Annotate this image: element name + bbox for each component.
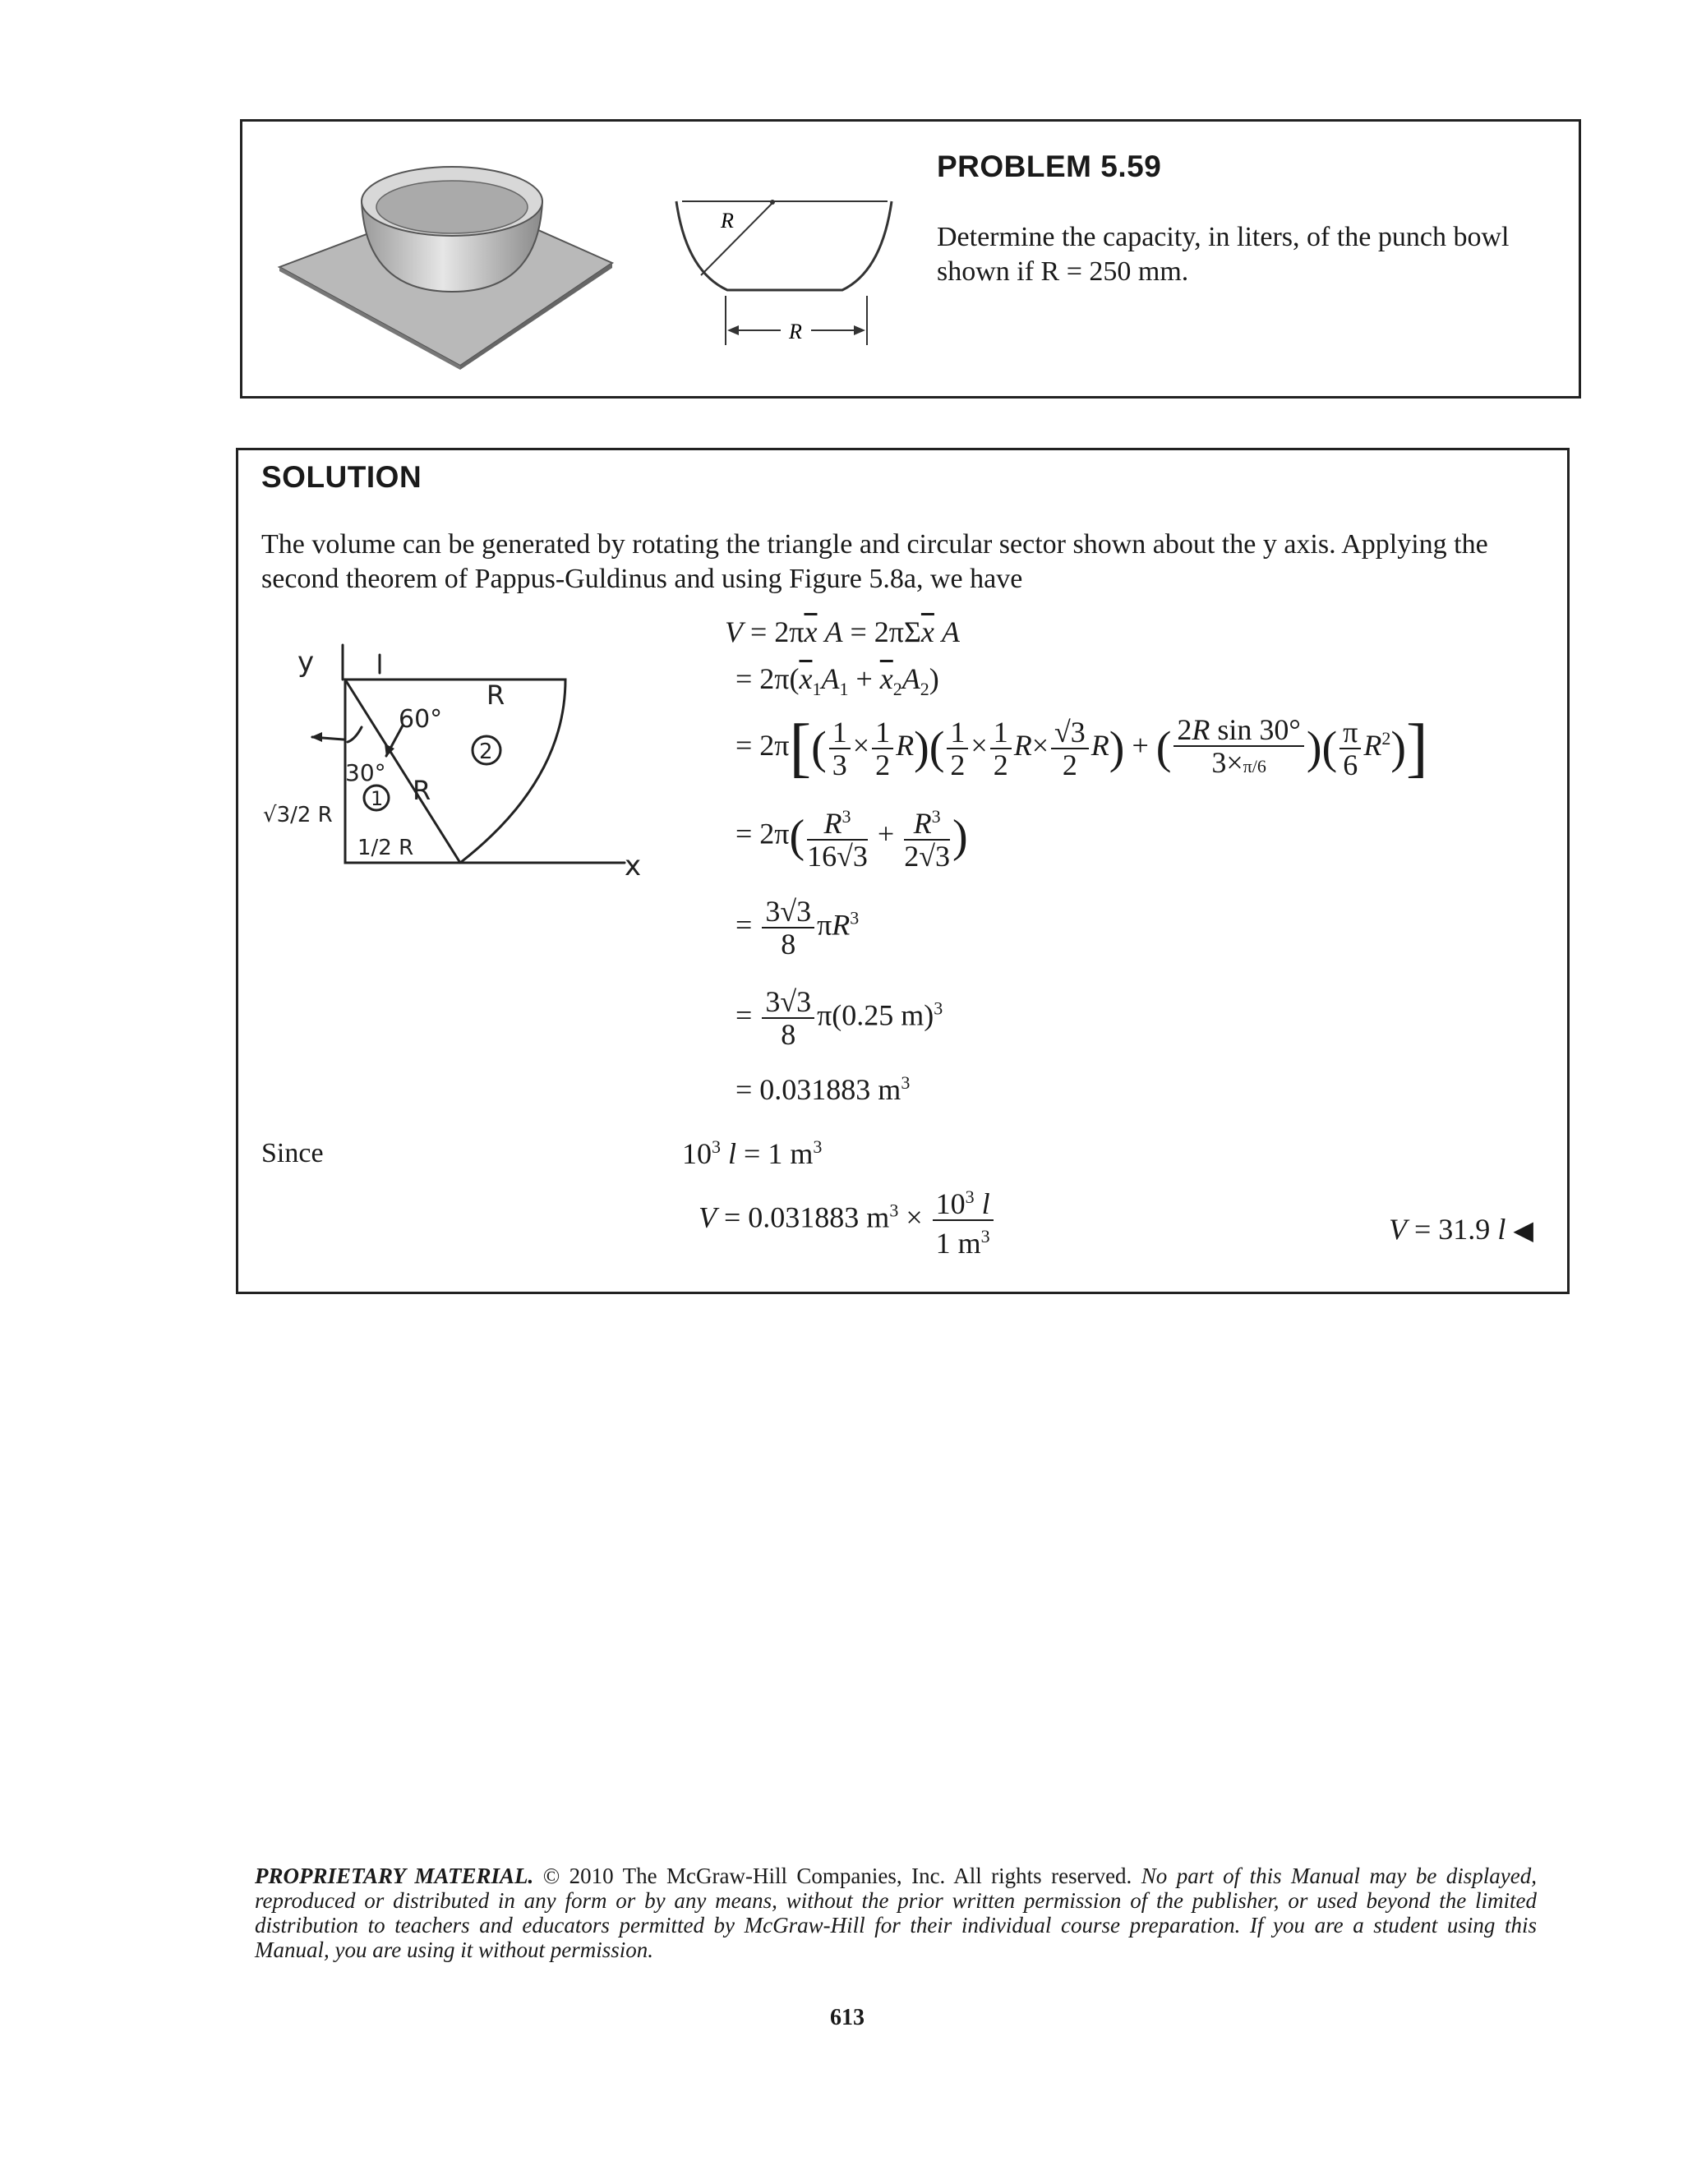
bowl-cross-section-diagram (670, 193, 900, 349)
sector-triangle-sketch (263, 637, 649, 900)
width-label: R (789, 320, 802, 343)
x-axis-label: x (625, 850, 642, 882)
equation-line-4: = 2π( $\frac{R^3}{16√3}$ + $\frac{R^3}{2√3}$ ) (735, 801, 968, 872)
equation-line-7: = 0.031883 $m^3$ (735, 1072, 911, 1106)
r-top-label: R (486, 680, 505, 711)
solution-intro: The volume can be generated by rotating the triangle and circular sector shown about the y axis. Applying the second theorem of Pappus-Guldinus and using Figure 5.8a, we have (261, 529, 1488, 594)
angle-30-label: 30° (345, 759, 386, 786)
copyright-footer (255, 1864, 1537, 1962)
footer-copyright: © 2010 The McGraw-Hill Companies, Inc. All rights reserved. (542, 1864, 1132, 1888)
equation-line-6: = $\frac{3√3}{8}$ π(0.25 m)$^3$ (735, 985, 943, 1051)
height-label: √3/2 R (263, 803, 333, 827)
footer-label: PROPRIETARY MATERIAL. (255, 1864, 534, 1888)
region-2-label: 2 (479, 740, 493, 764)
final-answer: V = 31.9 l ◀ (1389, 1213, 1533, 1246)
half-r-label: 1/2 R (357, 836, 414, 860)
equation-line-1: $V = 2\pi\overline{x}$ $A = 2\pi\Sigma\overline{x}$ A (725, 615, 960, 648)
equation-line-9: V = 0.031883 $m^3$ × $\frac{10^3 l}{1 m^3}$ (699, 1182, 996, 1259)
footer-notice: No part of this Manual may be displayed, reproduced or distributed in any form or by any means, without the prior written permission of the publisher, or used beyond the limited distribution to teachers and educators permitted by McGraw-Hill for their individual course preparation. If you are a student using this Manual, you are using it without permission. (255, 1864, 1537, 1962)
solution-title: SOLUTION (261, 460, 422, 494)
equation-line-3: = 2π[( $\frac{1}{3}$ × $\frac{1}{2}$ R)( $\frac{1}{2}$ × $\frac{1}{2}$ R× $\frac{√3}{2}$ R) + ( $\frac{\text{2R sin 30°}}{3\times\pi/6}$ )( $\frac{\pi}{6}$ $R^2$)] (735, 712, 1428, 784)
y-axis-label: y (297, 646, 315, 679)
radius-label: R (721, 209, 734, 233)
page-number: 613 (830, 2005, 865, 2030)
equation-line-2: = $2\pi(\overline{x}_1A_1 + \overline{x}_2A_2)$ (735, 662, 939, 700)
region-1-label: 1 (371, 787, 384, 810)
angle-60-label: 60° (399, 705, 443, 734)
since-label: Since (261, 1138, 324, 1168)
r-diagonal-label: R (413, 775, 431, 806)
equation-line-8: $10^3$ l = 1 $m^3$ (682, 1136, 823, 1170)
punch-bowl-illustration (275, 148, 620, 370)
problem-title: PROBLEM 5.59 (937, 150, 1162, 183)
problem-statement: Determine the capacity, in liters, of the punch bowl shown if R = 250 mm. (937, 222, 1510, 287)
equation-line-5: = $\frac{3√3}{8}$ $\pi R^3$ (735, 895, 860, 961)
